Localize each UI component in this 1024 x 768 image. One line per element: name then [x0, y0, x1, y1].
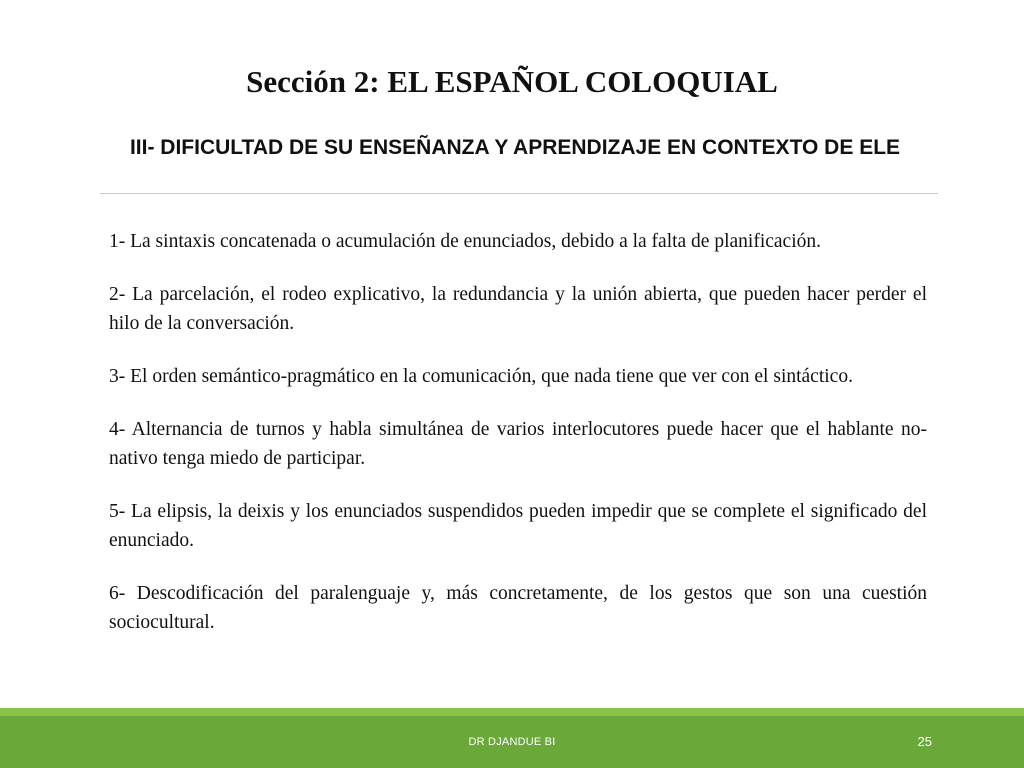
list-item: 3- El orden semántico-pragmático en la comunicación, que nada tiene que ver con el sintáctico.	[109, 366, 853, 387]
list-item: 5- La elipsis, la deixis y los enunciados suspendidos pueden impedir que se complete el significado del enunciado.	[109, 501, 927, 551]
footer-author: DR DJANDUE BI	[468, 736, 556, 748]
title-divider	[100, 193, 938, 194]
list-item: 1- La sintaxis concatenada o acumulación de enunciados, debido a la falta de planificación.	[109, 231, 821, 252]
content-list	[109, 227, 927, 661]
list-item: 4- Alternancia de turnos y habla simultánea de varios interlocutores puede hacer que el hablante no-nativo tenga miedo de participar.	[109, 419, 927, 469]
page-number: 25	[917, 734, 932, 749]
list-item: 6- Descodificación del paralenguaje y, más concretamente, de los gestos que son una cuestión sociocultural.	[109, 583, 927, 633]
slide-subtitle: III- DIFICULTAD DE SU ENSEÑANZA Y APRENDIZAJE EN CONTEXTO DE ELE	[129, 136, 901, 159]
slide-title: Sección 2: EL ESPAÑOL COLOQUIAL	[246, 64, 778, 99]
list-item: 2- La parcelación, el rodeo explicativo, la redundancia y la unión abierta, que pueden hacer perder el hilo de la conversación.	[109, 284, 927, 334]
